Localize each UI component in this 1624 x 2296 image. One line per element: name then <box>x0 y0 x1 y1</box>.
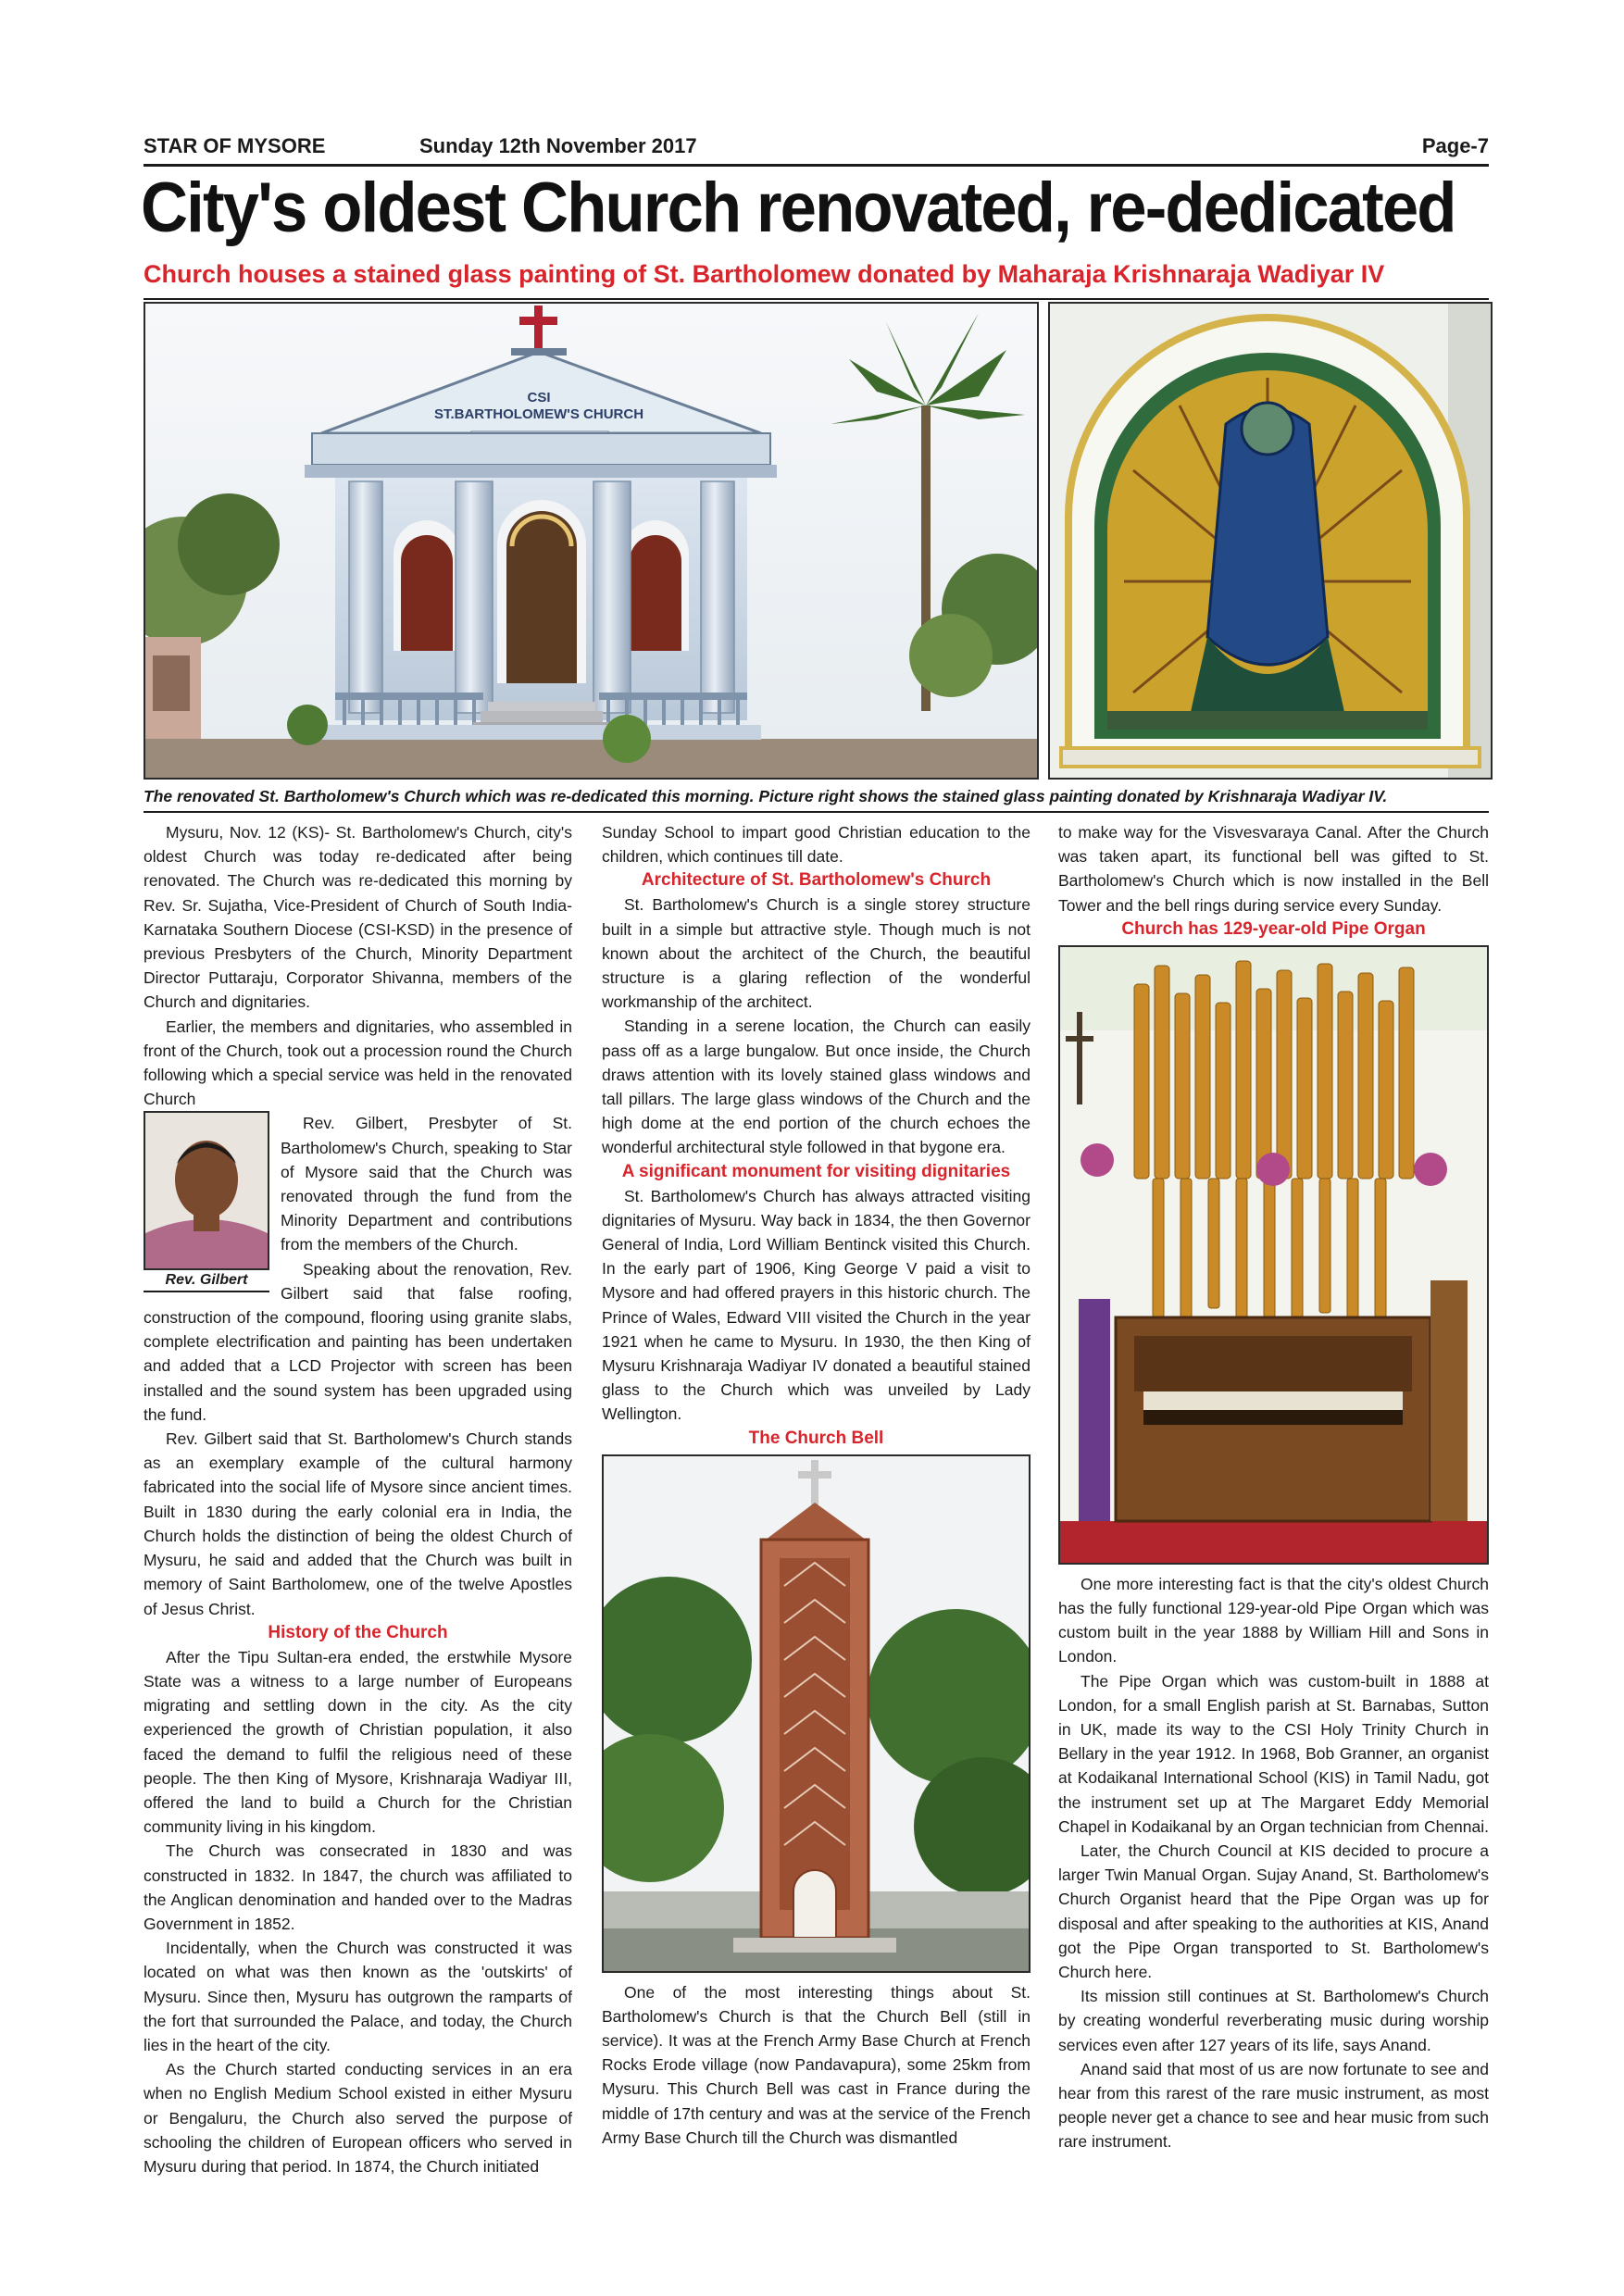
bell-tower-illustration <box>604 1456 1029 1971</box>
church-photo <box>144 302 1039 780</box>
column-2 <box>602 820 1031 2150</box>
column-1 <box>144 820 572 2178</box>
col3-paragraph: One more interesting fact is that the city's oldest Church has the fully functional 129-year-old Pipe Organ which was custom built in the year 1888 by William Hill and Sons in London. <box>1058 1574 1489 1666</box>
paper-name: STAR OF MYSORE <box>144 134 326 157</box>
col2-paragraph: Standing in a serene location, the Church can easily pass off as a large bungalow. But once inside, the Church draws attention with its lovely stained glass windows and tall pillars. The large glass windows of the Church and the high dome at the end portion of the church echoes the wonderful architectural style followed in that bygone era. <box>602 1017 1031 1157</box>
col3-paragraph: The Pipe Organ which was custom-built in 1888 at London, for a small English parish at St. Barnabas, Sutton in UK, made its way to the CSI Holy Trinity Church in Bellary in the year 1912. In 1968, Bob Granner, an organist at Kodaikanal International School (KIS) in Tamil Nadu, got the instrument set up at The Margaret Eddy Memorial Chapel in Kodaikanal by an Organ technician from Chennai. <box>1058 1671 1490 1836</box>
headline: City's oldest Church renovated, re-dedicated <box>141 168 1455 247</box>
sign-line-2: ST.BARTHOLOMEW'S CHURCH <box>433 406 644 422</box>
header-rule <box>144 298 1489 300</box>
col1-paragraph: Speaking about the renovation, Rev. Gilbert said that false roofing, construction of the compound, flooring using granite slabs, complete electrification and painting has been undertaken and added that a LCD Projector with screen has been installed and the sound system has been upgraded using the fund. <box>144 1259 572 1424</box>
stained-glass-photo <box>1048 302 1493 780</box>
section-heading-architecture: Architecture of St. Bartholomew's Church <box>641 870 992 891</box>
col1-paragraph: After the Tipu Sultan-era ended, the erstwhile Mysore State was a witness to a large number of Europeans migrating and settling down in the city. As the city experienced the growth of Christian population, it also faced the demand to fulfil the religious need of these people. The then King of Mysore, Krishnaraja Wadiyar III, offered the land to build a Church for the Christian community living in his kingdom. <box>144 1647 572 1837</box>
church-illustration <box>145 304 1037 778</box>
inset-label: Rev. Gilbert <box>144 1270 269 1292</box>
col1-paragraph: Mysuru, Nov. 12 (KS)- St. Bartholomew's Church, city's oldest Church was today re-dedicated after being renovated. The Church was re-dedicated this morning by Rev. Sr. Sujatha, Vice-President of Church of South India- Karnataka Southern Diocese (CSI-KSD) in the presence of previous Presbyters of the Church, Minority Department Director Puttaraju, Corporator Shivanna, members of the Church and dignitaries. <box>144 823 572 1012</box>
col3-paragraph: Anand said that most of us are now fortunate to see and hear from this rarest of the rare music instrument, as most people never get a chance to see and hear music from such rare instrument. <box>1058 2059 1489 2152</box>
inset-portrait <box>144 1111 269 1292</box>
col2-paragraph: Sunday School to impart good Christian education to the children, which continues till date. <box>602 823 1031 867</box>
section-heading-organ: Church has 129-year-old Pipe Organ <box>1121 918 1426 939</box>
caption-rule <box>144 811 1489 813</box>
pipe-organ-illustration <box>1060 947 1487 1563</box>
col3-paragraph: Its mission still continues at St. Bartholomew's Church by creating wonderful reverberating music during worship services even after 127 years of its life, says Anand. <box>1058 1987 1489 2054</box>
section-heading-bell: The Church Bell <box>748 1428 884 1448</box>
column-3 <box>1058 820 1489 2154</box>
col1-paragraph: The Church was consecrated in 1830 and was constructed in 1832. In 1847, the church was affiliated to the Anglican denomination and handed over to the Madras Government in 1852. <box>144 1841 572 1933</box>
rev-gilbert-photo <box>144 1111 269 1270</box>
section-heading-dignitaries: A significant monument for visiting dignitaries <box>621 1161 1011 1181</box>
issue-date: Sunday 12th November 2017 <box>419 134 697 157</box>
col1-paragraph: Earlier, the members and dignitaries, who assembled in front of the Church, took out a procession round the Church following which a special service was held in the renovated Church <box>144 1017 572 1109</box>
sign-line-1: CSI <box>527 390 551 406</box>
photo-caption: The renovated St. Bartholomew's Church which was re-dedicated this morning. Picture right shows the stained glass painting donated by Krishnaraja Wadiyar IV. <box>144 787 1388 805</box>
col1-paragraph: Rev. Gilbert said that St. Bartholomew's Church stands as an exemplary example of the cultural harmony fabricated into the social life of Mysore since ancient times. Built in 1830 during the early colonial era in India, the Church holds the distinction of being the oldest Church of Mysuru, he said and added that the Church was built in memory of Saint Bartholomew, one of the twelve Apostles of Jesus Christ. <box>144 1429 572 1618</box>
col1-paragraph: Rev. Gilbert, Presbyter of St. Bartholomew's Church, speaking to Star of Mysore said that the Church was renovated through the fund from the Minority Department and contributions from the members of the Church. <box>281 1114 572 1254</box>
subheadline: Church houses a stained glass painting of St. Bartholomew donated by Maharaja Krishnaraja Wadiyar IV <box>144 260 1385 288</box>
page-number: Page-7 <box>1421 134 1489 157</box>
bell-tower-photo <box>602 1454 1031 1973</box>
col2-paragraph: St. Bartholomew's Church has always attracted visiting dignitaries of Mysuru. Way back in 1834, the then Governor General of India, Lord William Bentinck visited this Church. In the early part of 1906, King George V paid a visit to Mysore and had offered prayers in this historic church. The Prince of Wales, Edward VIII visited the Church in the year 1921 when he came to Mysuru. In 1930, the then King of Mysuru Krishnaraja Wadiyar IV donated a beautiful stained glass to the Church which was unveiled by Lady Wellington. <box>602 1186 1031 1424</box>
stained-glass-illustration <box>1050 304 1491 778</box>
col2-paragraph: St. Bartholomew's Church is a single storey structure built in a simple but attractive style. Though much is not known about the architect of the Church, the beautiful structure is a glaring reflection of the wonderful workmanship of the architect. <box>602 895 1031 1012</box>
section-heading-history: History of the Church <box>268 1622 448 1642</box>
col1-paragraph: As the Church started conducting services in an era when no English Medium School existed in either Mysuru or Bengaluru, the Church also served the purpose of schooling the children of European officers who served in Mysuru during that period. In 1874, the Church initiated <box>144 2060 572 2176</box>
col2-paragraph: One of the most interesting things about St. Bartholomew's Church is that the Church Bell (still in service). It was at the French Army Base Church at French Rocks Erode village (now Pandavapura), some 25km from Mysuru. This Church Bell was cast in France during the middle of 17th century and was at the service of the French Army Base Church till the Church was dismantled <box>602 1982 1031 2147</box>
pipe-organ-photo <box>1058 945 1489 1565</box>
col3-paragraph: Later, the Church Council at KIS decided to procure a larger Twin Manual Organ. Sujay Anand, St. Bartholomew's Church Organist heard that the Pipe Organ was up for disposal and after speaking to the authorities at KIS, Anand got the Pipe Organ transported to St. Bartholomew's Church here. <box>1058 1841 1489 1982</box>
col1-paragraph: Incidentally, when the Church was constructed it was located on what was then known as the 'outskirts' of Mysuru. Since then, Mysuru has outgrown the ramparts of the fort that surrounded the Palace, and today, the Church lies in the heart of the city. <box>144 1939 572 2054</box>
col3-paragraph: to make way for the Visvesvaraya Canal. After the Church was taken apart, its functional bell was gifted to St. Bartholomew's Church which is now installed in the Bell Tower and the bell rings during service every Sunday. <box>1058 823 1489 915</box>
masthead <box>144 132 1489 167</box>
